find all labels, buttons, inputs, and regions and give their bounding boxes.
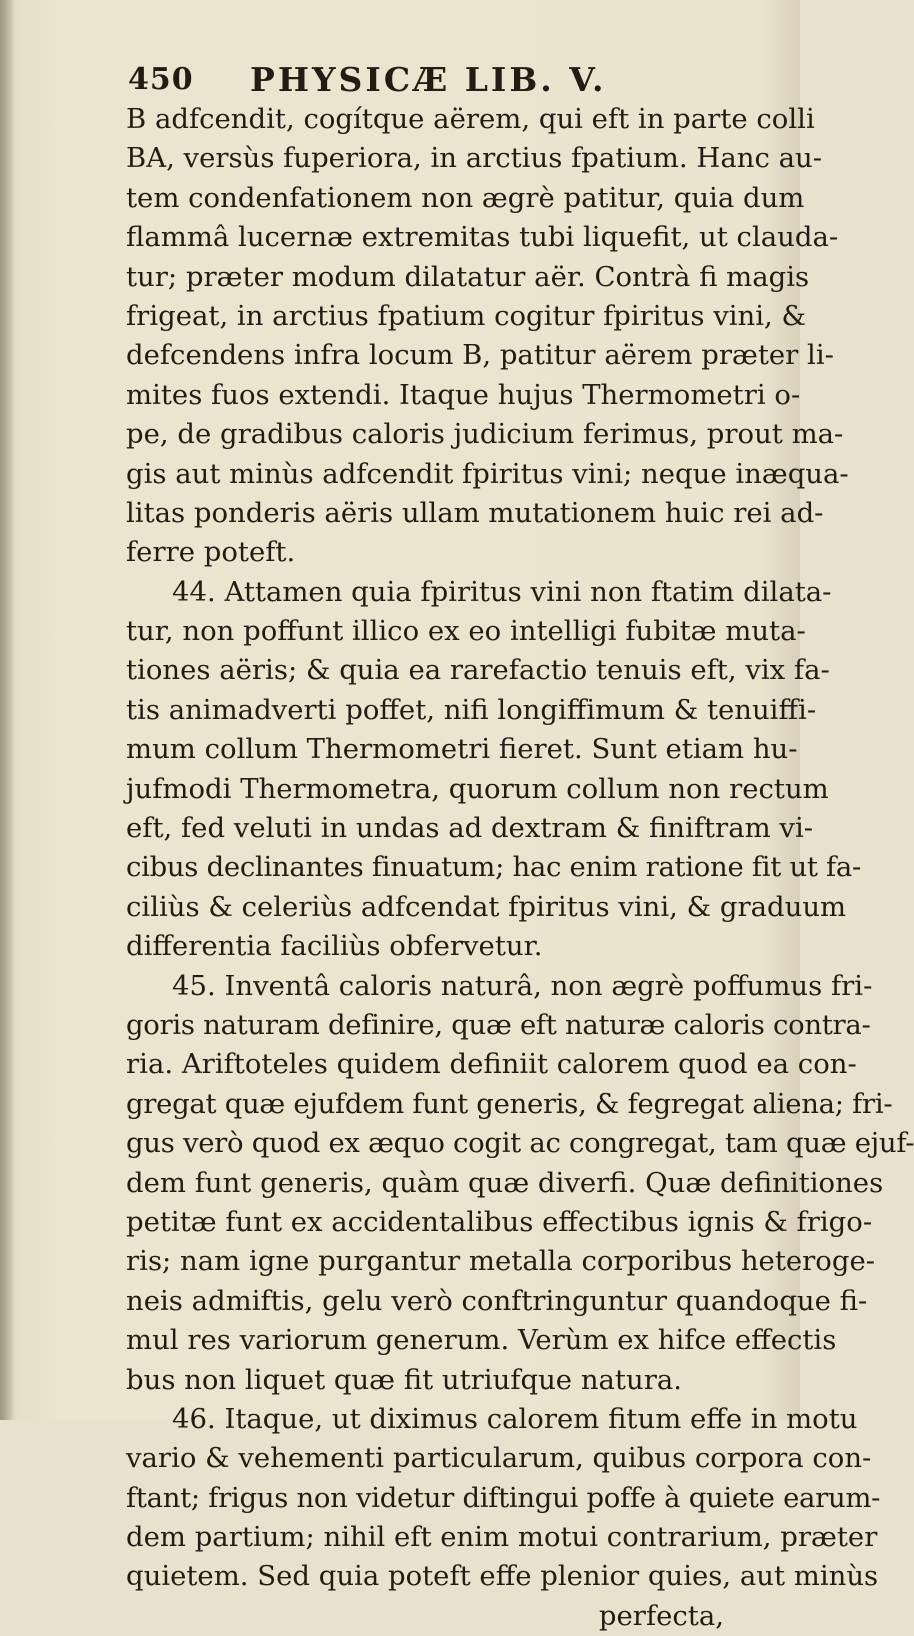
text-line: dem funt generis, quàm quæ diverfi. Quæ definitiones <box>126 1166 884 1199</box>
text-line: petitæ funt ex accidentalibus effectibus ignis & frigo- <box>126 1205 873 1238</box>
text-line: mul res variorum generum. Verùm ex hifce effectis <box>126 1324 837 1357</box>
text-line: bus non liquet quæ fit utriufque natura. <box>126 1363 682 1396</box>
text-line: flammâ lucernæ extremitas tubi liquefit, ut clauda- <box>126 221 839 254</box>
text-line: ris; nam igne purgantur metalla corporibus heteroge- <box>126 1245 876 1278</box>
text-line: tiones aëris; & quia ea rarefactio tenuis eft, vix fa- <box>126 654 830 687</box>
text-line: frigeat, in arctius fpatium cogitur fpiritus vini, & <box>126 299 807 332</box>
text-line: 44. Attamen quia fpiritus vini non ftatim dilata- <box>172 575 832 608</box>
text-line: pe, de gradibus caloris judicium ferimus, prout ma- <box>126 418 844 451</box>
text-line: ciliùs & celeriùs adfcendat fpiritus vini, & graduum <box>126 890 847 923</box>
page-header <box>128 58 728 106</box>
text-line: tur; præter modum dilatatur aër. Contrà fi magis <box>126 260 810 293</box>
text-line: neis admiftis, gelu verò conftringuntur quandoque fi- <box>126 1284 868 1317</box>
text-line: tur, non poffunt illico ex eo intelligi fubitæ muta- <box>126 615 806 648</box>
text-line: gus verò quod ex æquo cogit ac congregat, tam quæ ejuf- <box>126 1127 914 1160</box>
text-line: defcendens infra locum B, patitur aërem præter li- <box>126 339 834 372</box>
text-line: BA, versùs fuperiora, in arctius fpatium. Hanc au- <box>126 142 822 175</box>
text-line: litas ponderis aëris ullam mutationem huic rei ad- <box>126 496 824 529</box>
text-line: ferre poteft. <box>126 536 296 569</box>
page-number: 450 <box>128 62 194 97</box>
text-line: mum collum Thermometri fieret. Sunt etiam hu- <box>126 733 798 766</box>
text-line: eft, fed veluti in undas ad dextram & finiftram vi- <box>126 812 814 845</box>
text-line: vario & vehementi particularum, quibus corpora con- <box>126 1442 872 1475</box>
text-line: differentia faciliùs obfervetur. <box>126 930 543 963</box>
text-line: quietem. Sed quia poteft effe plenior quies, aut minùs <box>126 1560 879 1593</box>
text-line: 45. Inventâ caloris naturâ, non ægrè poffumus fri- <box>172 969 873 1002</box>
spine-shadow <box>0 0 14 1420</box>
text-line: gregat quæ ejufdem funt generis, & fegregat aliena; fri- <box>126 1087 893 1120</box>
text-line: gis aut minùs adfcendit fpiritus vini; neque inæqua- <box>126 457 849 490</box>
running-title: PHYSICÆ LIB. V. <box>250 60 607 99</box>
text-line: jufmodi Thermometra, quorum collum non rectum <box>126 772 829 805</box>
text-line: 46. Itaque, ut diximus calorem fitum effe in motu <box>172 1402 858 1435</box>
body-text <box>126 100 914 1636</box>
text-line: mites fuos extendi. Itaque hujus Thermometri o- <box>126 378 801 411</box>
text-line: goris naturam definire, quæ eft naturæ caloris contra- <box>126 1008 871 1041</box>
text-line: B adfcendit, cogítque aërem, qui eft in parte colli <box>126 103 815 135</box>
text-line: dem partium; nihil eft enim motui contrarium, præter <box>126 1521 878 1554</box>
text-line: tem condenfationem non ægrè patitur, quia dum <box>126 181 805 214</box>
text-line: ria. Ariftoteles quidem definiit calorem quod ea con- <box>126 1048 857 1081</box>
text-line: cibus declinantes finuatum; hac enim ratione fit ut fa- <box>126 851 862 884</box>
text-line: tis animadverti poffet, nifi longiffimum & tenuiffi- <box>126 693 817 726</box>
text-line: perfecta, <box>598 1599 724 1632</box>
text-line: ftant; frigus non videtur diftingui poffe à quiete earum- <box>126 1481 881 1514</box>
